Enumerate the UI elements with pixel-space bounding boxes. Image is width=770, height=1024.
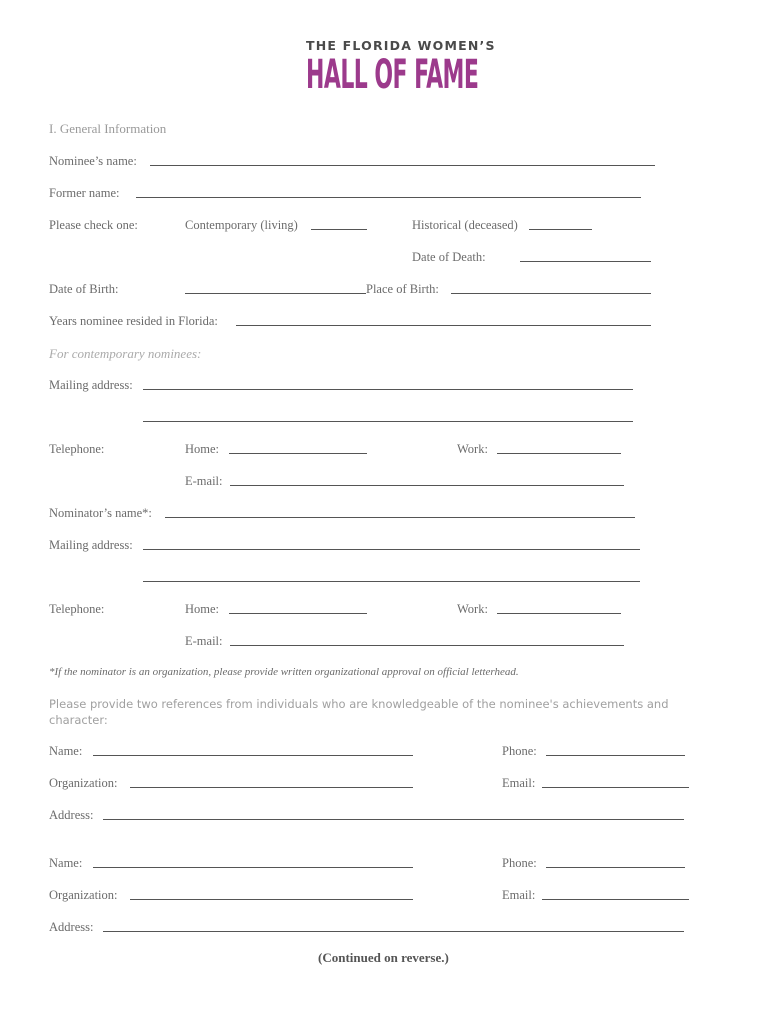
ref1-name-label: Name: — [49, 744, 83, 758]
ref2-email-field[interactable] — [542, 899, 689, 900]
years-resided-label: Years nominee resided in Florida: — [49, 314, 218, 328]
home-phone-field[interactable] — [229, 453, 367, 454]
organization-footnote: *If the nominator is an organization, please provide written organizational approval on official letterhead. — [49, 666, 519, 678]
nominator-mailing-address-label: Mailing address: — [49, 538, 133, 552]
references-instructions: Please provide two references from individuals who are knowledgeable of the nominee's achievements and character: — [49, 697, 669, 727]
historical-label: Historical (deceased) — [412, 218, 518, 232]
nominator-mailing-address-field-2[interactable] — [143, 581, 640, 582]
date-of-death-label: Date of Death: — [412, 250, 486, 264]
ref1-email-label: Email: — [502, 776, 536, 790]
nominator-name-label: Nominator’s name*: — [49, 506, 152, 520]
nominator-home-phone-field[interactable] — [229, 613, 367, 614]
email-field[interactable] — [230, 485, 624, 486]
nominator-email-field[interactable] — [230, 645, 624, 646]
contemporary-label: Contemporary (living) — [185, 218, 298, 232]
former-name-field[interactable] — [136, 197, 641, 198]
former-name-label: Former name: — [49, 186, 120, 200]
contemporary-heading: For contemporary nominees: — [49, 346, 202, 361]
ref1-phone-label: Phone: — [502, 744, 537, 758]
ref1-phone-field[interactable] — [546, 755, 685, 756]
ref1-organization-field[interactable] — [130, 787, 413, 788]
ref1-email-field[interactable] — [542, 787, 689, 788]
ref1-organization-label: Organization: — [49, 776, 118, 790]
ref2-phone-field[interactable] — [546, 867, 685, 868]
ref2-organization-field[interactable] — [130, 899, 413, 900]
section-title: I. General Information — [49, 121, 167, 136]
ref2-name-field[interactable] — [93, 867, 413, 868]
nominator-mailing-address-field-1[interactable] — [143, 549, 640, 550]
mailing-address-field-2[interactable] — [143, 421, 633, 422]
nominee-name-field[interactable] — [150, 165, 655, 166]
place-of-birth-field[interactable] — [451, 293, 651, 294]
nominator-name-field[interactable] — [165, 517, 635, 518]
ref2-address-label: Address: — [49, 920, 94, 934]
nominator-telephone-label: Telephone: — [49, 602, 105, 616]
ref1-address-field[interactable] — [103, 819, 684, 820]
mailing-address-field-1[interactable] — [143, 389, 633, 390]
nominator-work-phone-label: Work: — [457, 602, 488, 616]
work-phone-field[interactable] — [497, 453, 621, 454]
ref2-name-label: Name: — [49, 856, 83, 870]
nominator-home-phone-label: Home: — [185, 602, 220, 616]
nominee-name-label: Nominee’s name: — [49, 154, 137, 168]
date-of-birth-label: Date of Birth: — [49, 282, 119, 296]
place-of-birth-label: Place of Birth: — [366, 282, 439, 296]
please-check-label: Please check one: — [49, 218, 138, 232]
mailing-address-label: Mailing address: — [49, 378, 133, 392]
ref2-address-field[interactable] — [103, 931, 684, 932]
ref1-address-label: Address: — [49, 808, 94, 822]
nominator-email-label: E-mail: — [185, 634, 223, 648]
nominator-work-phone-field[interactable] — [497, 613, 621, 614]
email-label: E-mail: — [185, 474, 223, 488]
ref1-name-field[interactable] — [93, 755, 413, 756]
contemporary-checkbox-field[interactable] — [311, 229, 367, 230]
date-of-death-field[interactable] — [520, 261, 651, 262]
logo-subtitle: THE FLORIDA WOMEN’S — [306, 38, 496, 53]
telephone-label: Telephone: — [49, 442, 105, 456]
home-phone-label: Home: — [185, 442, 220, 456]
work-phone-label: Work: — [457, 442, 488, 456]
ref2-email-label: Email: — [502, 888, 536, 902]
ref2-phone-label: Phone: — [502, 856, 537, 870]
historical-checkbox-field[interactable] — [529, 229, 592, 230]
date-of-birth-field[interactable] — [185, 293, 366, 294]
years-resided-field[interactable] — [236, 325, 651, 326]
continued-note: (Continued on reverse.) — [318, 950, 449, 965]
ref2-organization-label: Organization: — [49, 888, 118, 902]
logo-title: HALL OF FAME — [306, 52, 479, 98]
